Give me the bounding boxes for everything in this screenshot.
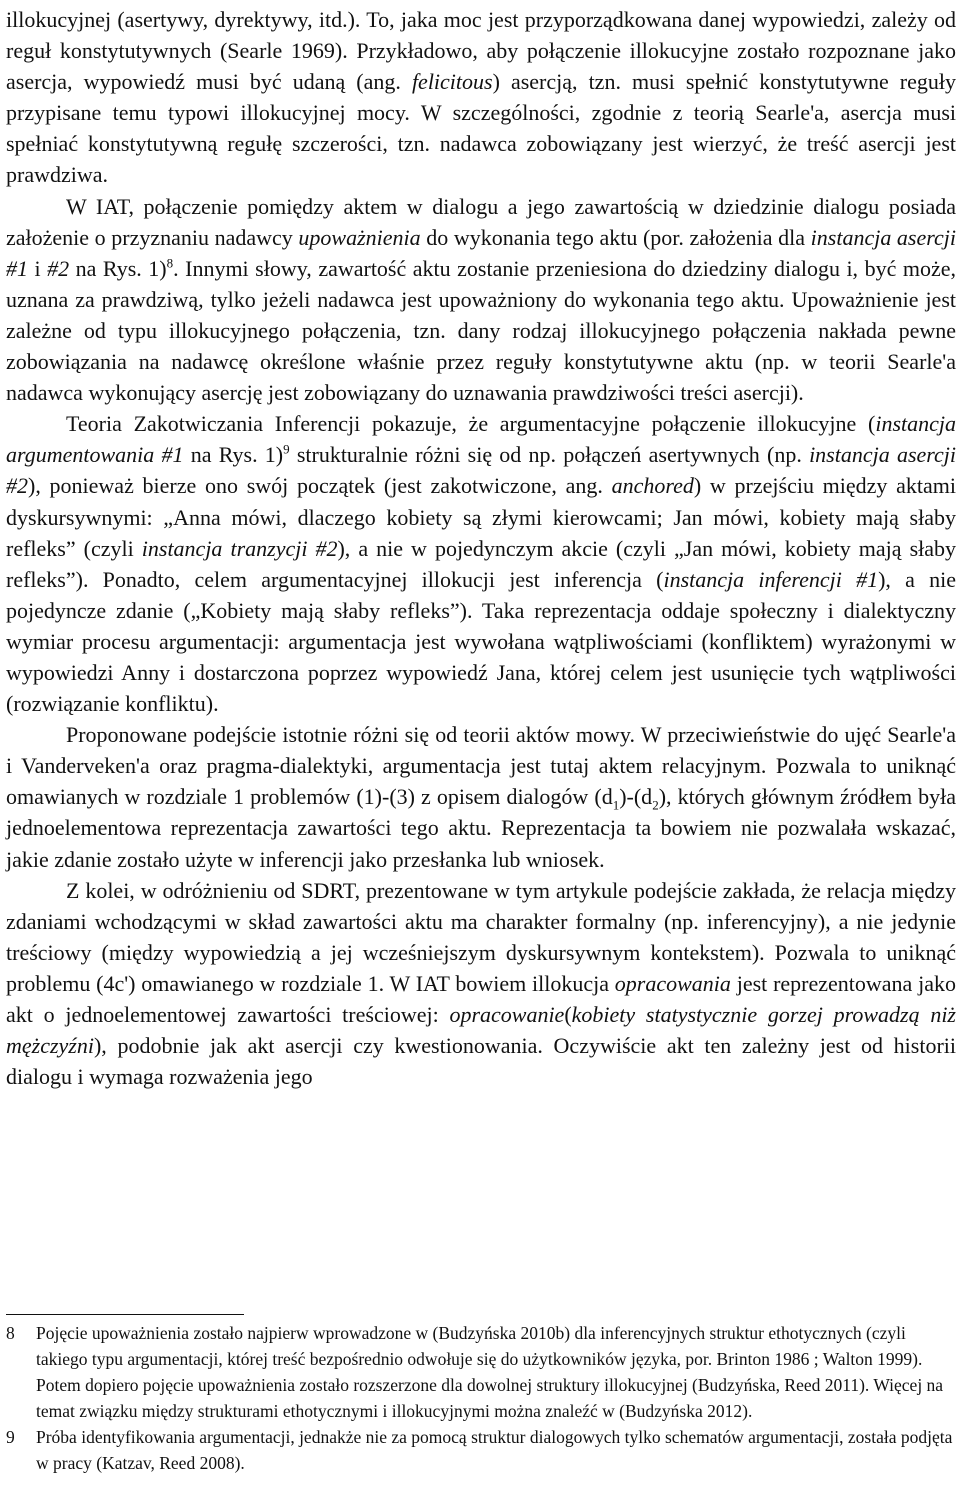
italic-text: kobiety statystycznie gorzej prowadzą niż mężczyźni [6,1002,956,1059]
text-run: Teoria Zakotwiczania Inferencji pokazuje, że argumentacyjne połączenie illokucyjne ( [66,411,876,437]
paragraph [6,191,956,409]
text-run: ), których głównym źródłem była jednoelementowa reprezentacja zawartości tego aktu. Reprezentacja ta bowiem nie pozwalała wskazać, jakie zdanie zostało użyte w inferencji jako przesłanka lub wniosek. [6,784,956,872]
italic-text: instancja asercji #2 [6,442,957,499]
subscript: 1 [612,797,620,813]
italic-text: felicitous [411,69,493,95]
paragraph [6,875,956,1093]
text-run: jest reprezentowana jako akt o jednoelementowej zawartości treściowej: [6,970,957,1027]
text-run: ) asercją, tzn. musi spełnić konstytutywne reguły przypisane temu typowi illokucyjnej mocy. W szczególności, zgodnie z teorią Searle'a, asercja musi spełniać konstytutywną regułę szczerości, tzn. nadawca zobowiązany jest wierzyć, że treść asercji jest prawdziwa. [6,69,956,188]
paragraph [6,408,956,719]
footnote-number: 9 [6,1427,15,1447]
paragraph [6,719,956,874]
subscript: 2 [652,797,659,813]
footnote-separator [6,1314,244,1315]
text-run: illokucyjnej (asertywy, dyrektywy, itd.). To, jaka moc jest przyporządkowana danej wypowiedzi, zależy od reguł konstytutywnych (Searle 1969). Przykładowo, aby połączenie illokucyjne zostało rozpoznane jako asercja, wypowiedź musi być udaną (ang. [6,7,956,95]
italic-text: #2 [47,255,70,281]
text-run: do wykonania tego aktu (por. założenia dla [420,224,811,250]
text-run: ( [564,1002,572,1027]
text-run: ) w przejściu między aktami dyskursywnymi: „Anna mówi, dlaczego kobiety są złymi kierowcami; Jan mówi, kobiety mają słaby refleks” (czyli [6,473,956,561]
italic-text: instancja inferencji #1 [663,566,879,592]
paragraph [6,4,956,191]
text-run: strukturalnie różni się od np. połączeń asertywnych (np. [289,442,810,468]
text-run: i [28,255,48,281]
footnote-text: Pojęcie upoważnienia zostało najpierw wprowadzone w (Budzyńska 2010b) dla inferencyjnych struktur ethotycznych (czyli takiego typu argumentacji, której treść bezpośrednio odwołuje się do użytkowników języka, por. Brinton 1986 ; Walton 1999). Potem dopiero pojęcie upoważnienia zostało rozszerzone dla dowolnej struktury illokucyjnej (Budzyńska, Reed 2011). Więcej na temat związku między strukturami ethotycznymi i illokucyjnymi można znaleźć w (Budzyńska 2012). [36,1323,944,1421]
italic-text: instancja asercji #1 [6,224,956,281]
text-run: W IAT, połączenie pomiędzy aktem w dialogu a jego zawartością w dziedzinie dialogu posiada założenie o przyznaniu nadawcy [6,193,956,250]
text-run: na Rys. 1) [69,255,167,281]
italic-text: instancja tranzycji #2 [141,535,338,561]
italic-text: opracowanie [449,1002,565,1027]
text-run: na Rys. 1) [183,442,284,468]
text-run: Z kolei, w odróżnieniu od SDRT, prezentowane w tym artykule podejście zakłada, że relacja między zdaniami wchodzącymi w skład zawartości aktu ma charakter formalny (np. inferencyjny), a nie jedynie treściowy (między wypowiedzią a jej wcześniejszym dyskursywnym kontekstem). Pozwala to uniknąć problemu (4c') omawianego w rozdziale 1. W IAT bowiem illokucja [6,877,956,996]
italic-text: opracowania [614,970,731,996]
footnote [6,1424,956,1476]
footnote-marker: 8 [166,255,174,271]
text-run: Proponowane podejście istotnie różni się od teorii aktów mowy. W przeciwieństwie do ujęć Searle'a i Vanderveken'a oraz pragma-dialektyki, argumentacja jest tutaj aktem relacyjnym. Pozwala to uniknąć omawianych w rozdziale 1 problemów (1)-(3) z opisem dialogów (d [6,722,956,810]
italic-text: upoważnienia [298,224,421,250]
italic-text: instancja argumentowania #1 [6,411,956,468]
text-run: . Innymi słowy, zawartość aktu zostanie przeniesiona do dziedziny dialogu i, być może, uznana za prawdziwą, tylko jeżeli nadawca jest upoważniony do wykonania tego aktu. Upoważnienie jest zależne od typu illokucyjnego połączenia, tzn. dany rodzaj illokucyjnego połączenia nakłada pewne zobowiązania na nadawcę określone właśnie przez reguły konstytutywne aktu (np. w teorii Searle'a nadawca wykonujący asercję jest zobowiązany do uznawania prawdziwości treści asercji). [6,255,956,406]
footnote-marker: 9 [283,441,290,457]
footnote-text: Próba identyfikowania argumentacji, jednakże nie za pomocą struktur dialogowych tylko schematów argumentacji, została podjęta w pracy (Katzav, Reed 2008). [36,1427,953,1473]
text-run: ), ponieważ bierze ono swój początek (jest zakotwiczone, ang. [28,473,612,499]
text-run: ), podobnie jak akt asercji czy kwestionowania. Oczywiście akt ten zależny jest od historii dialogu i wymaga rozważenia jego [6,1033,956,1090]
footnote-number: 8 [6,1323,15,1343]
text-run: ), a nie pojedyncze zdanie („Kobiety mają słaby refleks”). Taka reprezentacja oddaje społeczny i dialektyczny wymiar procesu argumentacji: argumentacja jest wywołana wątpliwościami (konfliktem) wyrażonymi w wypowiedzi Anny i dostarczona poprzez wypowiedź Jana, której celem jest usunięcie tych wątpliwości (rozwiązanie konfliktu). [6,566,957,717]
text-run: )-(d [619,784,653,810]
italic-text: anchored [611,473,694,499]
body-text [6,4,956,1092]
footnote [6,1320,956,1424]
text-run: ), a nie w pojedynczym akcie (czyli „Jan mówi, kobiety mają słaby refleks”). Ponadto, celem argumentacyjnej illokucji jest inferencja ( [6,535,957,592]
footnotes [6,1320,956,1476]
